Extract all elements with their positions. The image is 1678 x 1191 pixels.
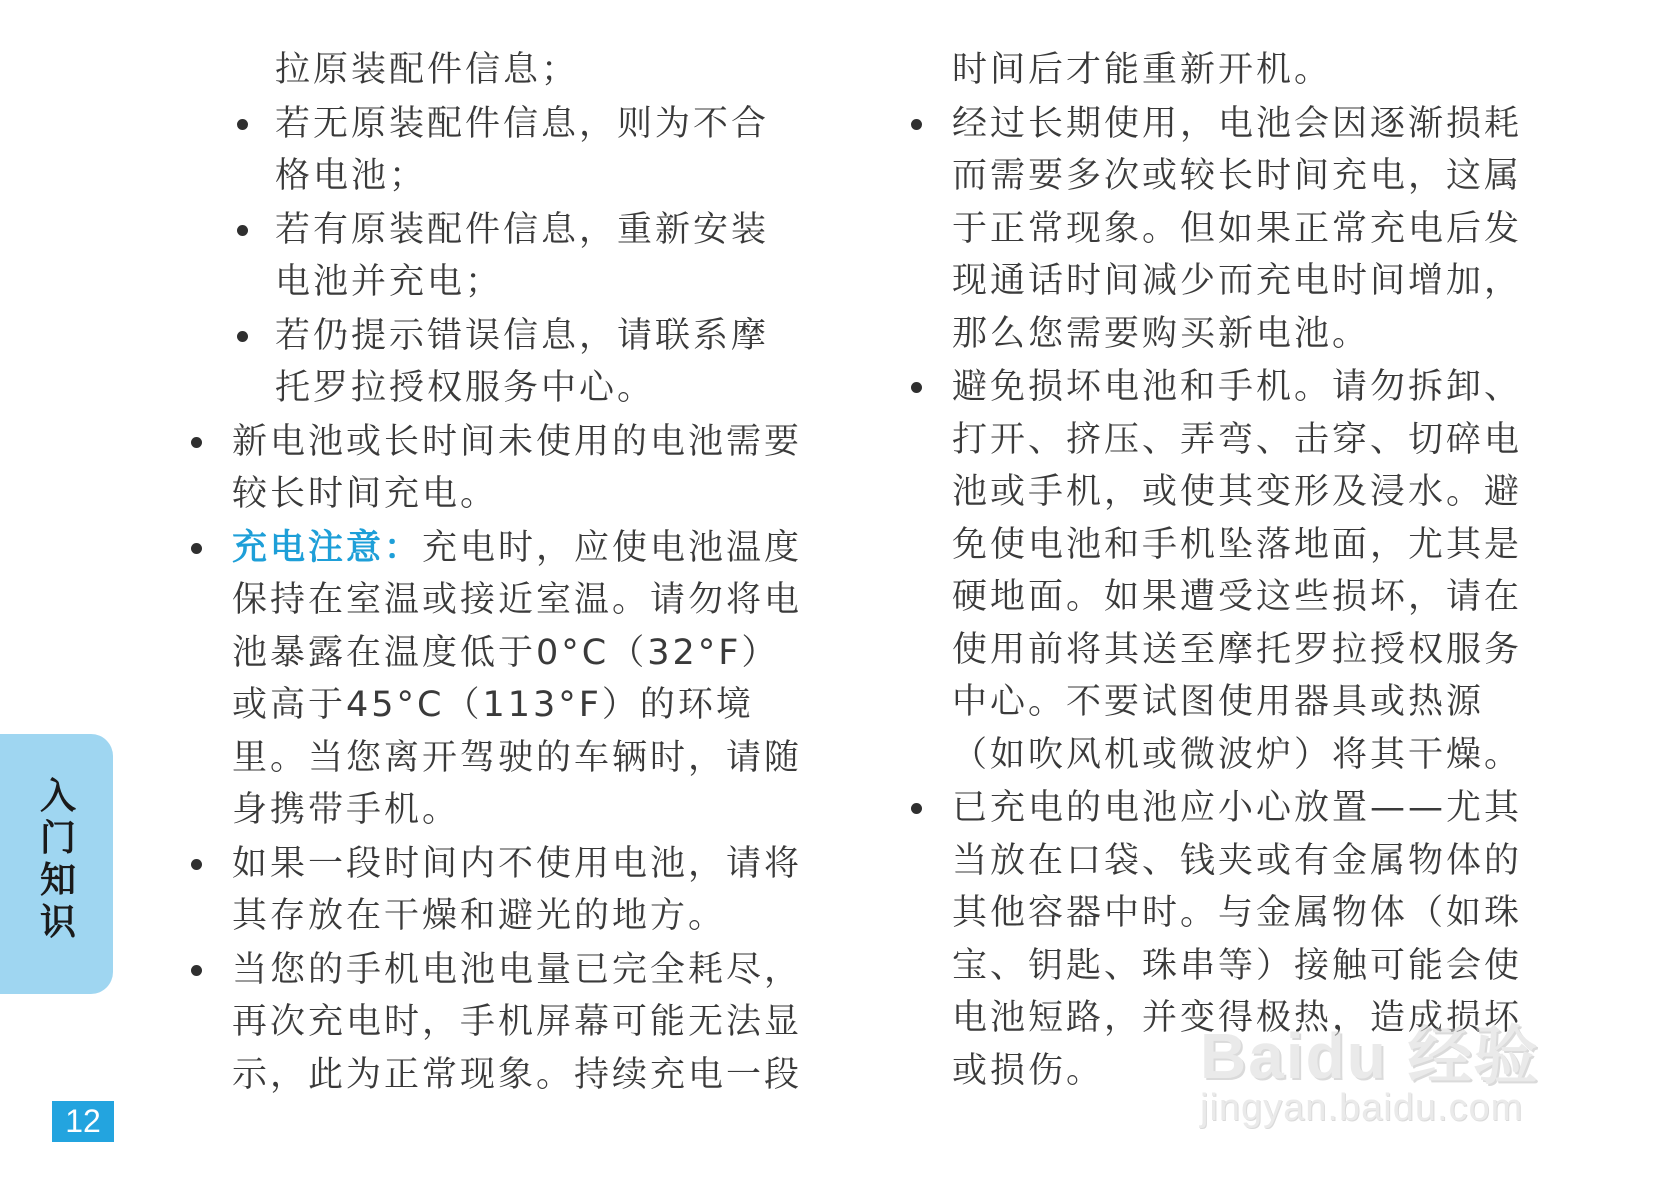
bullet-dot-icon bbox=[237, 331, 248, 342]
bullet-dot-icon bbox=[237, 225, 248, 236]
bullet-dot-icon bbox=[911, 119, 922, 130]
item-text: 新电池或长时间未使用的电池需要较长时间充电。 bbox=[232, 421, 803, 514]
item-text: 时间后才能重新开机。 bbox=[952, 50, 1333, 90]
bullet-dot-icon bbox=[911, 382, 922, 393]
highlight-heading: 充电注意： bbox=[232, 527, 423, 568]
left-column-list-item bbox=[185, 204, 805, 309]
item-text: 若无原装配件信息，则为不合格电池； bbox=[275, 103, 770, 196]
left-column-list-item bbox=[185, 944, 805, 1102]
item-text: 如果一段时间内不使用电池，请将其存放在干燥和避光的地方。 bbox=[232, 843, 803, 936]
bullet-dot-icon bbox=[237, 119, 248, 130]
section-side-tab bbox=[0, 734, 113, 994]
left-column-list-item bbox=[185, 838, 805, 943]
right-column-list-item bbox=[905, 44, 1535, 97]
bullet-dot-icon bbox=[191, 437, 202, 448]
watermark-logo: Baidu 经验 bbox=[1200, 1020, 1540, 1092]
right-column-list-item bbox=[905, 361, 1535, 781]
item-text: 避免损坏电池和手机。请勿拆卸、打开、挤压、弄弯、击穿、切碎电池或手机，或使其变形及浸水。避免使电池和手机坠落地面，尤其是硬地面。如果遭受这些损坏，请在使用前将其送至摩托罗拉授权服务中心。不要试图使用器具或热源（如吹风机或微波炉）将其干燥。 bbox=[952, 367, 1523, 775]
page-number: 12 bbox=[52, 1101, 114, 1142]
baidu-watermark bbox=[1200, 1005, 1580, 1129]
bullet-dot-icon bbox=[191, 543, 202, 554]
left-column-list-item bbox=[185, 416, 805, 521]
bullet-dot-icon bbox=[191, 965, 202, 976]
bullet-dot-icon bbox=[191, 859, 202, 870]
item-text: 拉原装配件信息； bbox=[275, 50, 580, 90]
left-column-list-item bbox=[185, 98, 805, 203]
item-text: 当您的手机电池电量已完全耗尽，再次充电时，手机屏幕可能无法显示，此为正常现象。持续充电一段 bbox=[232, 949, 803, 1095]
bullet-dot-icon bbox=[911, 803, 922, 814]
item-text: 已充电的电池应小心放置——尤其当放在口袋、钱夹或有金属物体的其他容器中时。与金属物体（如珠宝、钥匙、珠串等）接触可能会使电池短路，并变得极热，造成损坏或损伤。 bbox=[952, 788, 1523, 1091]
item-text: 若有原装配件信息，重新安装电池并充电； bbox=[275, 209, 770, 302]
section-tab-label: 入门知识 bbox=[39, 776, 76, 943]
item-text: 经过长期使用，电池会因逐渐损耗而需要多次或较长时间充电，这属于正常现象。但如果正常充电后发现通话时间减少而充电时间增加，那么您需要购买新电池。 bbox=[952, 103, 1523, 354]
right-text-column bbox=[905, 44, 1535, 1098]
item-text: 若仍提示错误信息，请联系摩托罗拉授权服务中心。 bbox=[275, 315, 770, 408]
left-column-list-item bbox=[185, 522, 805, 837]
watermark-url: jingyan.baidu.com bbox=[1200, 1087, 1524, 1129]
left-column-list-item bbox=[185, 310, 805, 415]
right-column-list-item bbox=[905, 98, 1535, 361]
left-text-column bbox=[185, 44, 805, 1102]
item-text: 充电时，应使电池温度保持在室温或接近室温。请勿将电池暴露在温度低于0°C（32°F）或高于45°C（113°F）的环境里。当您离开驾驶的车辆时，请随身携带手机。 bbox=[232, 527, 803, 830]
left-column-list-item bbox=[185, 44, 805, 97]
